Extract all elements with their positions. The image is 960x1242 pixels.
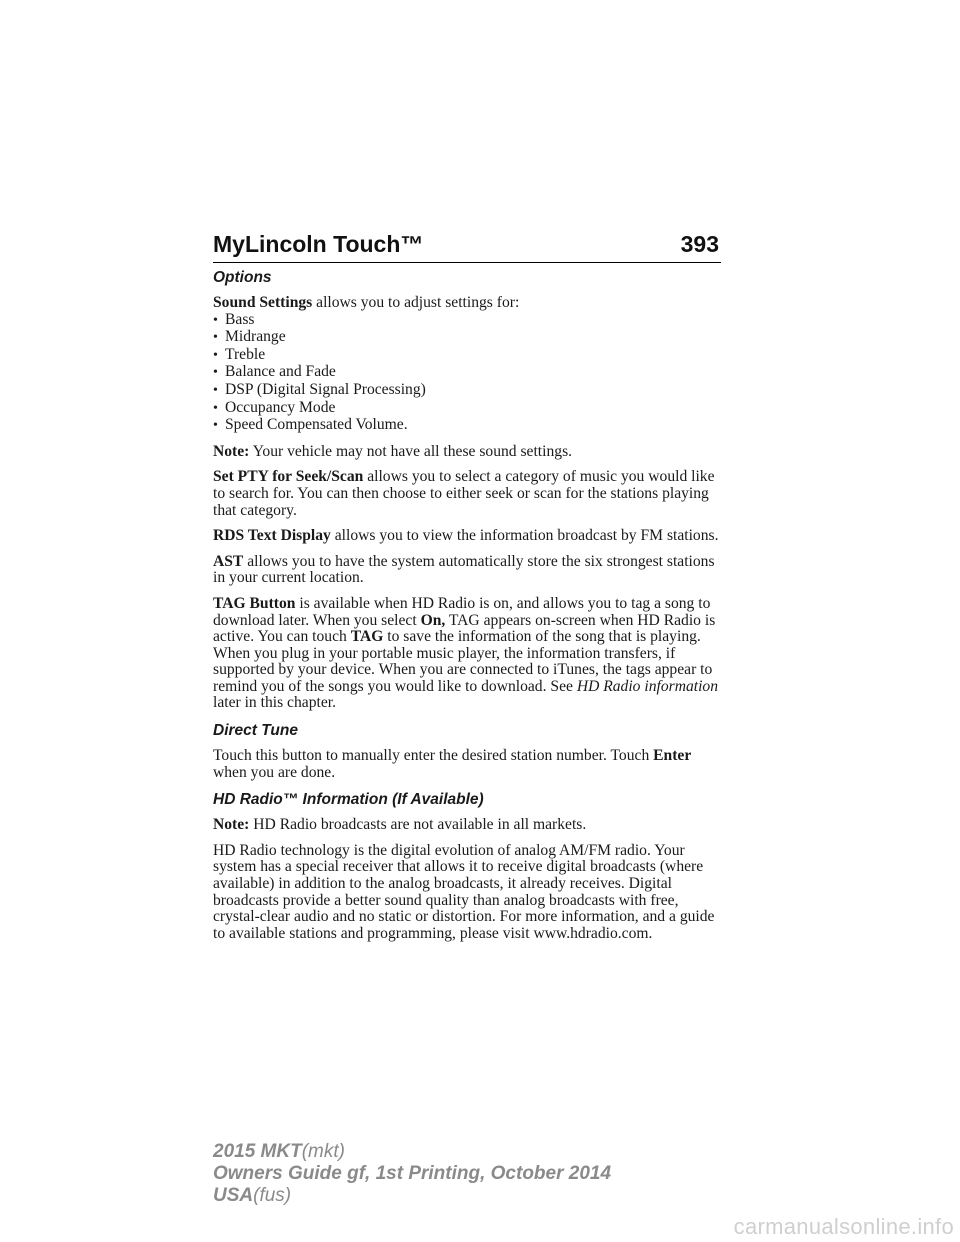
page-number: 393 <box>680 231 719 257</box>
sound-note <box>213 444 728 461</box>
tag-text-3: to save the information of the song that is playing. When you plug in your portable music player, the information transfers, if supported by your device. When you are connected to iTunes, the tags appear to remind you of the songs you would like to download. See <box>213 628 713 695</box>
bullet-icon: • <box>213 400 218 416</box>
ast-text: allows you to have the system automatically store the six strongest stations in your current location. <box>213 552 715 587</box>
hd-radio-reference: HD Radio information <box>576 677 719 695</box>
sound-settings-list <box>213 312 728 435</box>
page-footer <box>213 1141 611 1207</box>
list-item <box>213 364 728 382</box>
sound-settings-text: allows you to adjust settings for: <box>312 294 520 311</box>
tag-term: TAG Button <box>213 594 296 612</box>
tag-on: On, <box>420 611 446 629</box>
sound-settings-term: Sound Settings <box>213 294 313 311</box>
list-item <box>213 329 728 347</box>
options-heading: Options <box>213 269 272 286</box>
hd-radio-body: HD Radio technology is the digital evolution of analog AM/FM radio. Your system has a special receiver that allows it to receive digital broadcasts (where available) in addition to the analog broadcasts, it already receives. Digital broadcasts provide a better sound quality than analog broadcasts with free, crystal-clear audio and no static or distortion. For more information, and a guide to available stations and programming, please visit www.hdradio.com. <box>213 841 715 942</box>
list-item-text: Treble <box>225 345 266 363</box>
bullet-icon: • <box>213 347 218 363</box>
footer-region-line <box>213 1185 611 1207</box>
sound-settings-paragraph <box>213 295 728 312</box>
bullet-icon: • <box>213 312 218 328</box>
list-item-text: Occupancy Mode <box>225 398 336 416</box>
bullet-icon: • <box>213 330 218 346</box>
list-item-text: DSP (Digital Signal Processing) <box>225 380 426 398</box>
tag-paragraph <box>213 596 728 712</box>
bullet-icon: • <box>213 382 218 398</box>
list-item-text: Balance and Fade <box>225 363 336 381</box>
list-item-text: Bass <box>225 310 255 328</box>
pty-paragraph <box>213 469 728 519</box>
page-content <box>213 269 728 951</box>
note-label: Note: <box>213 816 250 834</box>
rds-term: RDS Text Display <box>213 527 331 545</box>
bullet-icon: • <box>213 418 218 434</box>
page-header <box>213 226 721 263</box>
footer-guide: Owners Guide gf, 1st Printing, October 2014 <box>213 1163 612 1184</box>
list-item <box>213 400 728 418</box>
list-item <box>213 417 728 435</box>
direct-tune-text-2: when you are done. <box>213 763 336 781</box>
footer-model-code: (mkt) <box>301 1141 345 1162</box>
list-item-text: Speed Compensated Volume. <box>225 416 408 434</box>
footer-guide-line <box>213 1163 611 1185</box>
tag-text-1: is available when HD Radio is on, and allows you to tag a song to download later. When you select <box>213 594 711 629</box>
footer-model-line <box>213 1141 611 1163</box>
list-item <box>213 382 728 400</box>
ast-paragraph <box>213 554 728 587</box>
hd-radio-heading: HD Radio™ Information (If Available) <box>213 791 484 809</box>
footer-region: USA <box>213 1185 254 1206</box>
ast-term: AST <box>213 552 244 570</box>
pty-text: allows you to select a category of music you would like to search for. You can then choose to either seek or scan for the stations playing that category. <box>213 468 715 519</box>
tag-word: TAG <box>350 628 384 646</box>
hd-radio-note <box>213 817 728 834</box>
list-item-text: Midrange <box>225 328 286 346</box>
note-label: Note: <box>213 442 250 460</box>
direct-tune-heading: Direct Tune <box>213 722 298 740</box>
tag-text-2: TAG appears on-screen when HD Radio is active. You can touch <box>213 611 716 646</box>
tag-text-4: later in this chapter. <box>213 694 336 712</box>
watermark: carmanualsonline.info <box>733 1214 954 1239</box>
note-text: HD Radio broadcasts are not available in all markets. <box>249 816 587 834</box>
chapter-title: MyLincoln Touch™ <box>213 231 424 257</box>
rds-paragraph <box>213 528 728 545</box>
direct-tune-text-1: Touch this button to manually enter the desired station number. Touch <box>213 747 654 765</box>
note-text: Your vehicle may not have all these sound settings. <box>249 442 573 460</box>
direct-tune-paragraph <box>213 748 728 781</box>
bullet-icon: • <box>213 365 218 381</box>
rds-text: allows you to view the information broadcast by FM stations. <box>330 527 719 545</box>
list-item <box>213 347 728 365</box>
enter-term: Enter <box>653 747 692 765</box>
footer-region-code: (fus) <box>253 1185 292 1206</box>
list-item <box>213 312 728 330</box>
footer-model: 2015 MKT <box>213 1141 302 1162</box>
pty-term: Set PTY for Seek/Scan <box>213 468 364 486</box>
